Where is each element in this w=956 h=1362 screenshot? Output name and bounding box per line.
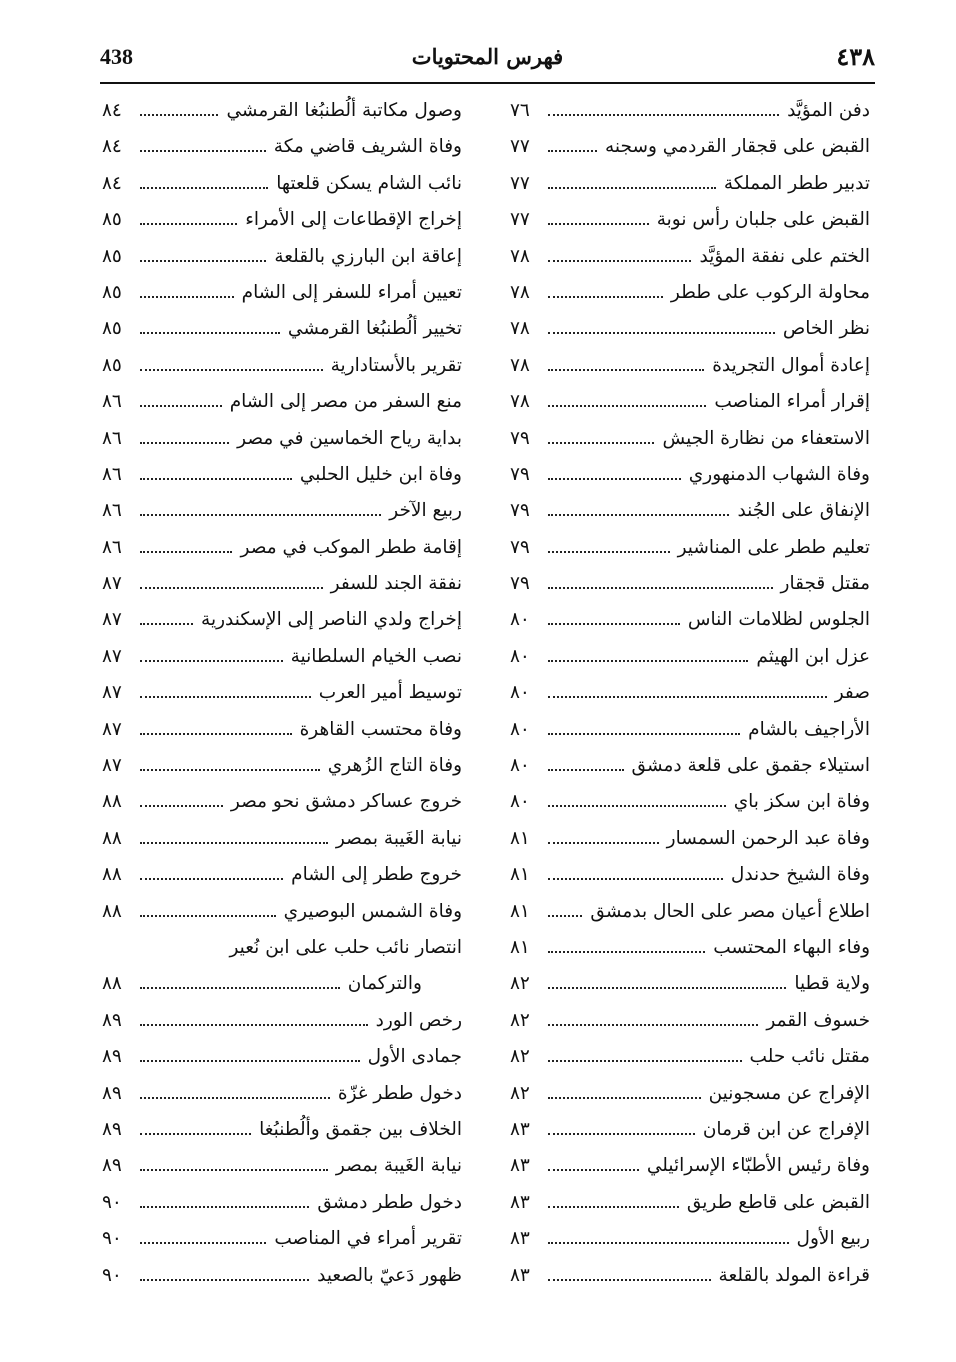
dot-leader: [548, 1242, 789, 1244]
index-entry: [102, 1010, 462, 1046]
entry-page-number: ٧٧: [510, 172, 530, 194]
dot-leader: [140, 1242, 266, 1244]
index-entry: [102, 973, 462, 1009]
index-entry: [510, 1119, 870, 1155]
entry-page-number: ٨٩: [102, 1009, 122, 1031]
dot-leader: [140, 733, 292, 735]
entry-title: القبض على قجقار القردمي وسجنه: [605, 136, 870, 158]
dot-leader: [548, 1279, 711, 1281]
dot-leader: [548, 260, 691, 262]
index-entry: [102, 682, 462, 718]
dot-leader: [548, 987, 786, 989]
entry-title: نصب الخيام السلطانية: [290, 645, 462, 667]
entry-page-number: ٩٠: [102, 1191, 122, 1213]
entry-page-number: ٨٤: [102, 136, 122, 158]
dot-leader: [140, 878, 283, 880]
entry-page-number: ٧٨: [510, 318, 530, 340]
index-entry: [102, 791, 462, 827]
entry-page-number: ٨٤: [102, 172, 122, 194]
entry-page-number: ٧٩: [510, 427, 530, 449]
entry-page-number: ٧٧: [510, 209, 530, 231]
entry-page-number: ٨٠: [510, 609, 530, 631]
index-entry: [510, 609, 870, 645]
dot-leader: [548, 442, 654, 444]
page-header: [100, 42, 875, 82]
entry-title: وفاة ابن خليل الحلبي: [299, 463, 462, 485]
dot-leader: [140, 260, 266, 262]
entry-page-number: ٨٦: [102, 391, 122, 413]
left-column: [102, 100, 462, 1301]
dot-leader: [548, 1206, 679, 1208]
index-entry: [102, 282, 462, 318]
entry-title: تعليم ططر على المناشير: [677, 536, 870, 558]
dot-leader: [548, 696, 827, 698]
index-entry: [102, 209, 462, 245]
dot-leader: [548, 296, 663, 298]
index-entry: [510, 1155, 870, 1191]
index-entry: [102, 100, 462, 136]
entry-title: وفاة ابن سكز باي: [733, 791, 870, 813]
index-entry: [102, 573, 462, 609]
index-entry: [510, 937, 870, 973]
entry-title: ربيع الأول: [796, 1228, 870, 1250]
entry-page-number: ٨٣: [510, 1191, 530, 1213]
dot-leader: [140, 769, 320, 771]
entry-title: دخول ططر دمشق: [317, 1191, 462, 1213]
index-entry: [102, 428, 462, 464]
index-entry: [102, 1228, 462, 1264]
dot-leader: [548, 1169, 639, 1171]
entry-page-number: ٧٨: [510, 391, 530, 413]
index-entry: [102, 391, 462, 427]
entry-title: مقتل قجقار: [780, 573, 870, 595]
dot-leader: [140, 223, 237, 225]
entry-title: الخلاف بين جقمق وألُطنبُغا: [259, 1118, 462, 1140]
index-entry: [510, 355, 870, 391]
entry-title: وفاة رئيس الأطبّاء الإسرائيلي: [646, 1155, 870, 1177]
entry-title: إخراج الإقطاعات إلى الأمراء: [245, 209, 462, 231]
right-column: [510, 100, 870, 1301]
entry-title: اطلاع أعيان مصر على الحال بدمشق: [590, 900, 870, 922]
entry-page-number: ٨٨: [102, 973, 122, 995]
entry-page-number: ٨٦: [102, 536, 122, 558]
dot-leader: [548, 842, 659, 844]
index-entry: [102, 173, 462, 209]
dot-leader: [140, 696, 311, 698]
entry-page-number: ٧٩: [510, 536, 530, 558]
entry-title: إعاقة ابن البارزي بالقلعة: [274, 245, 462, 267]
index-entry: [102, 755, 462, 791]
entry-title: صفر: [834, 682, 870, 704]
index-entry: [102, 1192, 462, 1228]
index-entry: [510, 864, 870, 900]
dot-leader: [140, 514, 381, 516]
entry-page-number: ٨٩: [102, 1118, 122, 1140]
entry-page-number: ٨١: [510, 864, 530, 886]
entry-title: ظهور دَعيّ بالصعيد: [317, 1264, 462, 1286]
entry-page-number: ٨٨: [102, 827, 122, 849]
index-entry: [102, 864, 462, 900]
entry-title: خروج ططر إلى الشام: [291, 864, 462, 886]
dot-leader: [140, 478, 292, 480]
entry-title: تدبير ططر المملكة: [723, 172, 870, 194]
index-entry: [510, 428, 870, 464]
entry-title: دخول ططر غزّة: [337, 1082, 462, 1104]
entry-title: تقرير أمراء في المناصب: [274, 1228, 462, 1250]
entry-page-number: ٨٥: [102, 281, 122, 303]
dot-leader: [548, 332, 775, 334]
index-entry: [102, 1083, 462, 1119]
index-entry: [510, 973, 870, 1009]
dot-leader: [140, 987, 340, 989]
entry-page-number: ٨٧: [102, 755, 122, 777]
dot-leader: [548, 623, 680, 625]
page-title: فهرس المحتويات: [411, 44, 564, 69]
entry-page-number: ٩٠: [102, 1264, 122, 1286]
entry-page-number: ٨٨: [102, 864, 122, 886]
entry-page-number: ٨١: [510, 936, 530, 958]
entry-title: رخص الورد: [375, 1009, 462, 1031]
entry-page-number: ٧٦: [510, 100, 530, 121]
dot-leader: [140, 369, 323, 371]
entry-page-number: ٨٢: [510, 973, 530, 995]
dot-leader: [548, 878, 723, 880]
entry-page-number: ٨٥: [102, 318, 122, 340]
dot-leader: [548, 551, 670, 553]
index-entry: [510, 1265, 870, 1301]
entry-page-number: ٨٧: [102, 573, 122, 595]
dot-leader: [548, 1133, 695, 1135]
entry-page-number: ٨٣: [510, 1155, 530, 1177]
entry-title: الإفراج عن ابن قرمان: [702, 1118, 870, 1140]
dot-leader: [548, 405, 706, 407]
entry-title: إقامة ططر الموكب في مصر: [240, 536, 462, 558]
index-entry: [102, 1046, 462, 1082]
entry-page-number: ٨٢: [510, 1082, 530, 1104]
entry-page-number: ٨٦: [102, 463, 122, 485]
index-entry: [102, 901, 462, 937]
dot-leader: [548, 369, 704, 371]
entry-page-number: ٨١: [510, 827, 530, 849]
entry-title: مقتل نائب حلب: [749, 1046, 870, 1068]
entry-title: الختم على نفقة المؤيَّد: [699, 245, 870, 267]
index-entry: [510, 246, 870, 282]
index-entry: [102, 537, 462, 573]
dot-leader: [140, 1024, 368, 1026]
index-entry: [510, 755, 870, 791]
index-entry: [510, 646, 870, 682]
index-entry: [510, 209, 870, 245]
entry-page-number: ٧٨: [510, 281, 530, 303]
dot-leader: [140, 1279, 309, 1281]
entry-title: توسيط أمير العرب: [318, 682, 462, 704]
entry-title: وفاة الشريف قاضي مكة: [273, 136, 462, 158]
dot-leader: [140, 551, 232, 553]
dot-leader: [548, 1060, 742, 1062]
entry-title: الاستعفاء من نظارة الجيش: [662, 427, 870, 449]
index-entry: [102, 937, 462, 973]
dot-leader: [140, 660, 283, 662]
entry-title: خروج عساكر دمشق نحو مصر: [230, 791, 462, 813]
index-entry: [510, 464, 870, 500]
entry-title: انتصار نائب حلب على ابن نُعير: [229, 936, 462, 958]
entry-page-number: ٨٤: [102, 100, 122, 121]
index-entry: [102, 355, 462, 391]
dot-leader: [140, 1060, 360, 1062]
index-entry: [102, 464, 462, 500]
entry-page-number: ٨٠: [510, 645, 530, 667]
dot-leader: [140, 332, 280, 334]
entry-page-number: ٨٨: [102, 791, 122, 813]
dot-leader: [548, 915, 582, 917]
index-entry: [102, 318, 462, 354]
index-entry: [510, 1083, 870, 1119]
entry-page-number: ٧٨: [510, 245, 530, 267]
entry-title: وفاة الشمس البوصيري: [283, 900, 462, 922]
index-entry: [510, 100, 870, 136]
dot-leader: [140, 442, 229, 444]
entry-title: إعادة أموال التجريدة: [712, 354, 870, 376]
index-entry: [510, 682, 870, 718]
entry-page-number: ٨٧: [102, 682, 122, 704]
entry-title: عزل ابن الهيثم: [756, 645, 870, 667]
entry-page-number: ٨٧: [102, 645, 122, 667]
dot-leader: [548, 1024, 758, 1026]
index-entry: [102, 1119, 462, 1155]
index-entry: [510, 828, 870, 864]
dot-leader: [548, 114, 779, 116]
index-entry: [510, 1010, 870, 1046]
entry-page-number: ٨٣: [510, 1228, 530, 1250]
index-entry: [102, 719, 462, 755]
entry-title: وفاة عبد الرحمن السمسار: [666, 827, 870, 849]
entry-title: الإفراج عن مسجونين: [708, 1082, 870, 1104]
entry-title: ربيع الآخر: [389, 500, 462, 522]
entry-page-number: ٨١: [510, 900, 530, 922]
dot-leader: [140, 114, 218, 116]
entry-title: الإنفاق على الجُند: [737, 500, 870, 522]
index-entry: [102, 1155, 462, 1191]
index-entry: [102, 500, 462, 536]
entry-title: نظر الخاص: [782, 318, 870, 340]
index-entry: [510, 282, 870, 318]
entry-page-number: ٨٣: [510, 1264, 530, 1286]
dot-leader: [140, 805, 223, 807]
dot-leader: [548, 951, 705, 953]
dot-leader: [140, 150, 266, 152]
entry-page-number: ٨٨: [102, 900, 122, 922]
entry-title: إخراج ولدي الناصر إلى الإسكندرية: [201, 609, 462, 631]
entry-page-number: ٨٠: [510, 682, 530, 704]
index-entry: [510, 1192, 870, 1228]
entry-page-number: ٧٩: [510, 500, 530, 522]
entry-title: نيابة الغَيبة بمصر: [335, 827, 462, 849]
dot-leader: [140, 623, 193, 625]
index-entry: [510, 537, 870, 573]
entry-title: نائب الشام يسكن قلعتها: [276, 172, 462, 194]
dot-leader: [548, 1097, 701, 1099]
entry-page-number: ٨٩: [102, 1046, 122, 1068]
index-entry: [510, 173, 870, 209]
dot-leader: [548, 150, 597, 152]
dot-leader: [548, 587, 773, 589]
entry-title: القبض على قاطع طريق: [686, 1191, 870, 1213]
entry-title: منع السفر من مصر إلى الشام: [229, 391, 462, 413]
entry-page-number: ٨٠: [510, 791, 530, 813]
dot-leader: [548, 223, 649, 225]
header-rule: [100, 82, 875, 84]
entry-title: وفاة الشهاب الدمنهوري: [688, 463, 870, 485]
entry-title: القبض على جلبان رأس نوبة: [656, 209, 870, 231]
entry-page-number: ٨٠: [510, 718, 530, 740]
entry-title: الجلوس لظلامات الناس: [687, 609, 870, 631]
dot-leader: [140, 1097, 330, 1099]
dot-leader: [140, 915, 276, 917]
index-entry: [102, 136, 462, 172]
entry-page-number: ٧٩: [510, 463, 530, 485]
entry-title: وفاة الشيخ حدندل: [730, 864, 870, 886]
index-entry: [102, 1265, 462, 1301]
entry-title: وصول مكاتبة ألُطنبُغا القرمشي: [226, 100, 462, 121]
entry-page-number: ٨٧: [102, 609, 122, 631]
index-entry: [510, 318, 870, 354]
index-entry: [510, 136, 870, 172]
entry-page-number: ٧٧: [510, 136, 530, 158]
index-entry: [510, 901, 870, 937]
entry-page-number: ٨٥: [102, 209, 122, 231]
entry-page-number: ٨٠: [510, 755, 530, 777]
entry-page-number: ٨٩: [102, 1155, 122, 1177]
entry-title: نفقة الجند للسفر: [330, 573, 462, 595]
index-entry: [510, 573, 870, 609]
index-entry: [510, 791, 870, 827]
page-number-latin: 438: [100, 44, 133, 69]
entry-title: وفاة التاج الزُهري: [327, 755, 462, 777]
entry-title: نيابة الغَيبة بمصر: [335, 1155, 462, 1177]
dot-leader: [140, 296, 234, 298]
entry-title: إقرار أمراء المناصب: [714, 391, 870, 413]
dot-leader: [548, 478, 681, 480]
index-entry: [510, 500, 870, 536]
dot-leader: [548, 805, 726, 807]
entry-title: بداية رياح الخماسين في مصر: [237, 427, 462, 449]
entry-page-number: ٨٩: [102, 1082, 122, 1104]
entry-page-number: ٨٣: [510, 1118, 530, 1140]
dot-leader: [140, 1206, 309, 1208]
page-number-arabic: ٤٣٨: [836, 42, 875, 71]
entry-page-number: ٨٥: [102, 354, 122, 376]
entry-page-number: ٧٨: [510, 354, 530, 376]
entry-title: الأراجيف بالشام: [748, 718, 870, 740]
entry-title: ولاية قطيا: [794, 973, 870, 995]
dot-leader: [140, 405, 222, 407]
entry-page-number: ٩٠: [102, 1228, 122, 1250]
dot-leader: [140, 1169, 328, 1171]
index-entry: [102, 646, 462, 682]
entry-page-number: ٨٢: [510, 1009, 530, 1031]
entry-title: دفن المؤيَّد: [787, 100, 870, 121]
entry-page-number: ٨٦: [102, 500, 122, 522]
index-entry: [102, 828, 462, 864]
entry-title: وفاء البهاء المحتسب: [713, 936, 870, 958]
dot-leader: [548, 769, 624, 771]
entry-title: والتركمان: [347, 973, 422, 995]
entry-title: قراءة المولد بالقلعة: [718, 1264, 870, 1286]
entry-title: استيلاء جقمق على قلعة دمشق: [631, 755, 870, 777]
entry-title: تخيير ألُطنبُغا القرمشي: [287, 318, 462, 340]
dot-leader: [140, 1133, 251, 1135]
index-entry: [510, 391, 870, 427]
dot-leader: [548, 733, 740, 735]
index-entry: [102, 609, 462, 645]
entry-title: جمادى الأول: [367, 1046, 462, 1068]
dot-leader: [548, 514, 729, 516]
index-entry: [510, 1046, 870, 1082]
entry-page-number: ٨٦: [102, 427, 122, 449]
entry-page-number: ٨٥: [102, 245, 122, 267]
entry-title: خسوف القمر: [766, 1009, 870, 1031]
entry-title: وفاة محتسب القاهرة: [299, 718, 462, 740]
entry-page-number: ٨٢: [510, 1046, 530, 1068]
entry-title: محاولة الركوب على ططر: [670, 281, 870, 303]
entry-title: تقرير بالأستادارية: [330, 354, 462, 376]
dot-leader: [140, 187, 268, 189]
dot-leader: [548, 660, 748, 662]
index-entry: [510, 1228, 870, 1264]
entry-page-number: ٨٧: [102, 718, 122, 740]
dot-leader: [548, 187, 716, 189]
index-entry: [510, 719, 870, 755]
index-entry: [102, 246, 462, 282]
dot-leader: [140, 587, 323, 589]
entry-title: تعيين أمراء للسفر إلى الشام: [241, 281, 462, 303]
dot-leader: [140, 842, 328, 844]
entry-page-number: ٧٩: [510, 573, 530, 595]
